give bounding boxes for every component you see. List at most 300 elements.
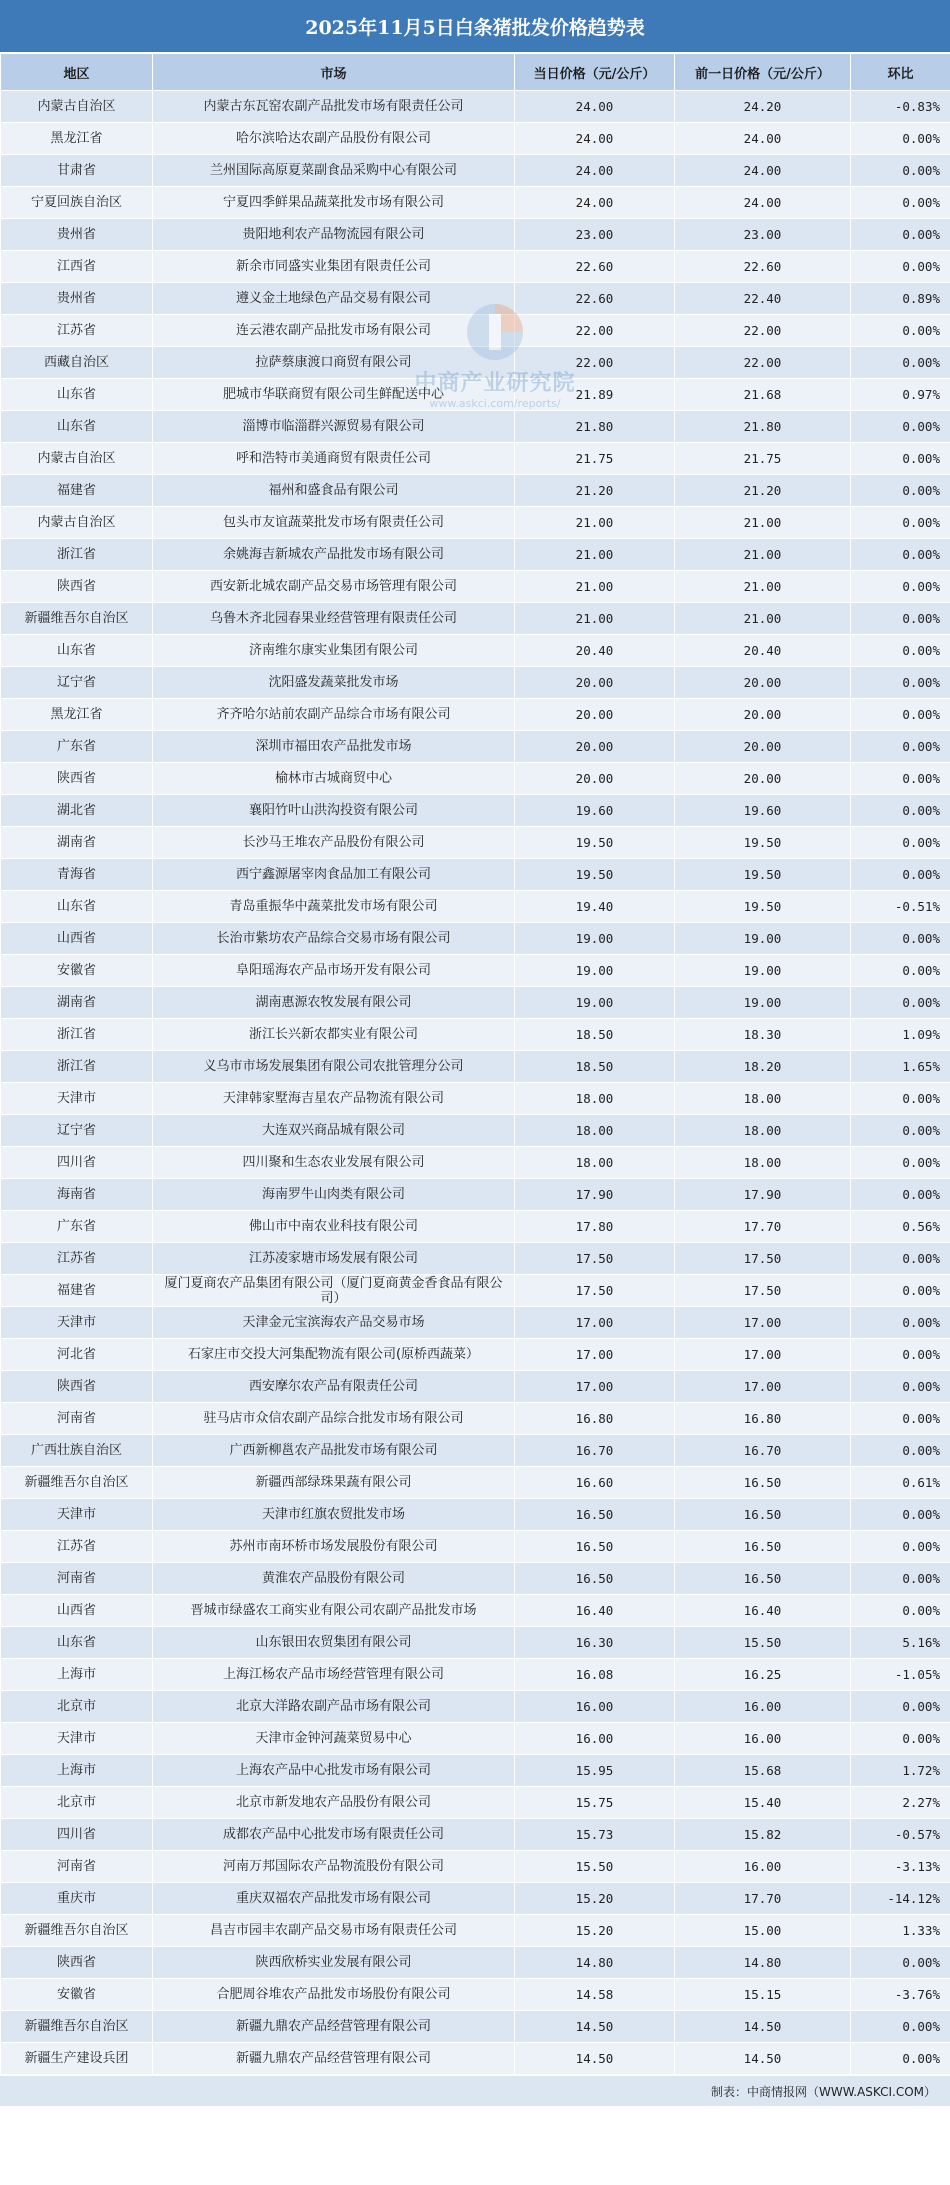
cell-today-price: 18.00 (515, 1083, 675, 1115)
cell-change: 0.00% (851, 1435, 950, 1467)
cell-market: 大连双兴商品城有限公司 (153, 1115, 515, 1147)
table-row (1, 1051, 950, 1083)
cell-market: 沈阳盛发蔬菜批发市场 (153, 667, 515, 699)
cell-change: 0.00% (851, 731, 950, 763)
cell-today-price: 19.40 (515, 891, 675, 923)
cell-market: 北京市新发地农产品股份有限公司 (153, 1787, 515, 1819)
cell-region: 浙江省 (1, 1051, 153, 1083)
cell-today-price: 21.20 (515, 475, 675, 507)
cell-today-price: 14.58 (515, 1979, 675, 2011)
cell-prev-price: 24.00 (675, 155, 851, 187)
cell-change: 0.00% (851, 795, 950, 827)
header-region: 地区 (1, 54, 153, 91)
cell-market: 遵义金土地绿色产品交易有限公司 (153, 283, 515, 315)
cell-change: 0.00% (851, 1403, 950, 1435)
table-row (1, 667, 950, 699)
cell-today-price: 24.00 (515, 155, 675, 187)
cell-market: 包头市友谊蔬菜批发市场有限责任公司 (153, 507, 515, 539)
cell-region: 陕西省 (1, 1947, 153, 1979)
cell-prev-price: 21.68 (675, 379, 851, 411)
table-row (1, 571, 950, 603)
cell-prev-price: 16.50 (675, 1499, 851, 1531)
cell-change: 0.00% (851, 923, 950, 955)
cell-prev-price: 15.15 (675, 1979, 851, 2011)
table-row (1, 1787, 950, 1819)
cell-change: 0.00% (851, 475, 950, 507)
cell-change: 0.00% (851, 1947, 950, 1979)
cell-change: 0.00% (851, 1499, 950, 1531)
cell-today-price: 18.00 (515, 1115, 675, 1147)
cell-region: 北京市 (1, 1787, 153, 1819)
cell-market: 天津金元宝滨海农产品交易市场 (153, 1307, 515, 1339)
watermark-url: www.askci.com/reports/ (429, 397, 561, 410)
cell-change: 0.00% (851, 2043, 950, 2075)
cell-prev-price: 14.80 (675, 1947, 851, 1979)
cell-change: 0.00% (851, 603, 950, 635)
table-row (1, 1467, 950, 1499)
table-row (1, 315, 950, 347)
cell-today-price: 17.80 (515, 1211, 675, 1243)
cell-today-price: 15.50 (515, 1851, 675, 1883)
cell-prev-price: 18.00 (675, 1115, 851, 1147)
cell-region: 陕西省 (1, 763, 153, 795)
cell-change: 0.00% (851, 539, 950, 571)
cell-today-price: 20.00 (515, 699, 675, 731)
cell-today-price: 20.00 (515, 731, 675, 763)
cell-prev-price: 16.50 (675, 1531, 851, 1563)
cell-today-price: 16.30 (515, 1627, 675, 1659)
cell-change: 0.89% (851, 283, 950, 315)
cell-today-price: 20.00 (515, 763, 675, 795)
cell-change: -1.05% (851, 1659, 950, 1691)
cell-prev-price: 22.60 (675, 251, 851, 283)
cell-change: 0.00% (851, 635, 950, 667)
cell-region: 四川省 (1, 1819, 153, 1851)
cell-region: 河南省 (1, 1403, 153, 1435)
cell-market: 驻马店市众信农副产品综合批发市场有限公司 (153, 1403, 515, 1435)
table-row (1, 923, 950, 955)
table-row (1, 1723, 950, 1755)
cell-prev-price: 16.50 (675, 1467, 851, 1499)
cell-prev-price: 21.00 (675, 539, 851, 571)
table-row (1, 443, 950, 475)
cell-market: 齐齐哈尔站前农副产品综合市场有限公司 (153, 699, 515, 731)
cell-region: 天津市 (1, 1723, 153, 1755)
table-row (1, 859, 950, 891)
cell-change: 0.00% (851, 1147, 950, 1179)
cell-change: 1.72% (851, 1755, 950, 1787)
cell-prev-price: 21.75 (675, 443, 851, 475)
cell-market: 江苏凌家塘市场发展有限公司 (153, 1243, 515, 1275)
cell-market: 新疆西部绿珠果蔬有限公司 (153, 1467, 515, 1499)
table-row (1, 475, 950, 507)
cell-today-price: 14.50 (515, 2011, 675, 2043)
cell-change: 0.00% (851, 187, 950, 219)
cell-region: 甘肃省 (1, 155, 153, 187)
cell-today-price: 17.00 (515, 1307, 675, 1339)
cell-region: 浙江省 (1, 1019, 153, 1051)
cell-prev-price: 17.70 (675, 1211, 851, 1243)
cell-prev-price: 16.25 (675, 1659, 851, 1691)
cell-today-price: 16.00 (515, 1691, 675, 1723)
cell-market: 长治市紫坊农产品综合交易市场有限公司 (153, 923, 515, 955)
cell-change: 0.00% (851, 1691, 950, 1723)
cell-change: 5.16% (851, 1627, 950, 1659)
cell-market: 昌吉市园丰农副产品交易市场有限责任公司 (153, 1915, 515, 1947)
cell-prev-price: 18.00 (675, 1083, 851, 1115)
cell-today-price: 21.00 (515, 571, 675, 603)
cell-change: 0.00% (851, 315, 950, 347)
cell-market: 哈尔滨哈达农副产品股份有限公司 (153, 123, 515, 155)
cell-market: 新疆九鼎农产品经营管理有限公司 (153, 2043, 515, 2075)
cell-today-price: 18.50 (515, 1051, 675, 1083)
cell-today-price: 19.50 (515, 859, 675, 891)
cell-today-price: 17.90 (515, 1179, 675, 1211)
cell-change: 1.33% (851, 1915, 950, 1947)
table-row (1, 1307, 950, 1339)
table-row (1, 635, 950, 667)
cell-prev-price: 24.20 (675, 91, 851, 123)
watermark-name: 中商产业研究院 (414, 371, 576, 396)
cell-region: 天津市 (1, 1499, 153, 1531)
cell-prev-price: 19.00 (675, 955, 851, 987)
cell-prev-price: 20.00 (675, 667, 851, 699)
table-row (1, 1243, 950, 1275)
cell-change: 0.00% (851, 2011, 950, 2043)
table-row (1, 1147, 950, 1179)
cell-region: 辽宁省 (1, 667, 153, 699)
cell-today-price: 18.50 (515, 1019, 675, 1051)
cell-market: 天津韩家墅海吉星农产品物流有限公司 (153, 1083, 515, 1115)
cell-prev-price: 21.00 (675, 507, 851, 539)
cell-region: 上海市 (1, 1755, 153, 1787)
table-row (1, 507, 950, 539)
cell-prev-price: 14.50 (675, 2011, 851, 2043)
cell-prev-price: 16.00 (675, 1691, 851, 1723)
cell-today-price: 19.00 (515, 955, 675, 987)
cell-today-price: 21.89 (515, 379, 675, 411)
cell-today-price: 21.75 (515, 443, 675, 475)
cell-today-price: 21.80 (515, 411, 675, 443)
table-row (1, 1435, 950, 1467)
cell-region: 江苏省 (1, 315, 153, 347)
cell-market: 新疆九鼎农产品经营管理有限公司 (153, 2011, 515, 2043)
cell-region: 河南省 (1, 1563, 153, 1595)
cell-prev-price: 17.00 (675, 1339, 851, 1371)
cell-region: 山东省 (1, 635, 153, 667)
cell-region: 宁夏回族自治区 (1, 187, 153, 219)
table-row (1, 699, 950, 731)
cell-change: 0.00% (851, 1723, 950, 1755)
cell-prev-price: 16.00 (675, 1851, 851, 1883)
cell-change: 0.00% (851, 1115, 950, 1147)
cell-today-price: 20.00 (515, 667, 675, 699)
table-row (1, 1563, 950, 1595)
cell-today-price: 16.50 (515, 1499, 675, 1531)
cell-prev-price: 15.00 (675, 1915, 851, 1947)
cell-prev-price: 15.68 (675, 1755, 851, 1787)
cell-prev-price: 19.50 (675, 827, 851, 859)
cell-market: 合肥周谷堆农产品批发市场股份有限公司 (153, 1979, 515, 2011)
cell-market: 呼和浩特市美通商贸有限责任公司 (153, 443, 515, 475)
cell-region: 内蒙古自治区 (1, 91, 153, 123)
cell-region: 黑龙江省 (1, 123, 153, 155)
table-row (1, 1371, 950, 1403)
cell-prev-price: 19.00 (675, 987, 851, 1019)
cell-region: 江西省 (1, 251, 153, 283)
cell-region: 青海省 (1, 859, 153, 891)
table-row (1, 1691, 950, 1723)
cell-today-price: 15.95 (515, 1755, 675, 1787)
table-row (1, 187, 950, 219)
table-row (1, 1179, 950, 1211)
cell-market: 阜阳瑶海农产品市场开发有限公司 (153, 955, 515, 987)
cell-prev-price: 18.30 (675, 1019, 851, 1051)
cell-change: 0.00% (851, 123, 950, 155)
cell-change: 0.00% (851, 507, 950, 539)
cell-prev-price: 15.50 (675, 1627, 851, 1659)
table-row (1, 347, 950, 379)
cell-prev-price: 14.50 (675, 2043, 851, 2075)
cell-market: 黄淮农产品股份有限公司 (153, 1563, 515, 1595)
cell-change: 0.00% (851, 1307, 950, 1339)
cell-region: 上海市 (1, 1659, 153, 1691)
cell-change: 0.00% (851, 699, 950, 731)
cell-market: 天津市金钟河蔬菜贸易中心 (153, 1723, 515, 1755)
cell-market: 拉萨蔡康渡口商贸有限公司 (153, 347, 515, 379)
table-row (1, 731, 950, 763)
cell-market: 淄博市临淄群兴源贸易有限公司 (153, 411, 515, 443)
cell-today-price: 17.00 (515, 1371, 675, 1403)
cell-region: 北京市 (1, 1691, 153, 1723)
cell-market: 苏州市南环桥市场发展股份有限公司 (153, 1531, 515, 1563)
cell-change: 0.00% (851, 859, 950, 891)
cell-today-price: 23.00 (515, 219, 675, 251)
cell-region: 浙江省 (1, 539, 153, 571)
cell-prev-price: 17.50 (675, 1243, 851, 1275)
cell-prev-price: 23.00 (675, 219, 851, 251)
cell-prev-price: 21.80 (675, 411, 851, 443)
cell-region: 湖南省 (1, 827, 153, 859)
cell-change: 0.00% (851, 347, 950, 379)
cell-prev-price: 16.80 (675, 1403, 851, 1435)
cell-prev-price: 21.00 (675, 603, 851, 635)
cell-market: 海南罗牛山肉类有限公司 (153, 1179, 515, 1211)
cell-change: 2.27% (851, 1787, 950, 1819)
cell-market: 西安摩尔农产品有限责任公司 (153, 1371, 515, 1403)
table-row (1, 603, 950, 635)
cell-market: 连云港农副产品批发市场有限公司 (153, 315, 515, 347)
cell-market: 乌鲁木齐北园春果业经营管理有限责任公司 (153, 603, 515, 635)
cell-prev-price: 17.70 (675, 1883, 851, 1915)
cell-change: 0.00% (851, 1531, 950, 1563)
cell-prev-price: 21.00 (675, 571, 851, 603)
cell-today-price: 16.08 (515, 1659, 675, 1691)
cell-change: 0.00% (851, 219, 950, 251)
cell-today-price: 18.00 (515, 1147, 675, 1179)
cell-today-price: 16.50 (515, 1531, 675, 1563)
table-row (1, 2043, 950, 2075)
table-row (1, 155, 950, 187)
cell-region: 四川省 (1, 1147, 153, 1179)
cell-region: 山西省 (1, 1595, 153, 1627)
cell-market: 贵阳地利农产品物流园有限公司 (153, 219, 515, 251)
cell-today-price: 19.60 (515, 795, 675, 827)
cell-change: -0.57% (851, 1819, 950, 1851)
cell-prev-price: 22.00 (675, 315, 851, 347)
cell-change: 0.00% (851, 443, 950, 475)
cell-region: 湖南省 (1, 987, 153, 1019)
cell-prev-price: 15.40 (675, 1787, 851, 1819)
cell-region: 山西省 (1, 923, 153, 955)
cell-market: 兰州国际高原夏菜副食品采购中心有限公司 (153, 155, 515, 187)
cell-region: 天津市 (1, 1083, 153, 1115)
cell-prev-price: 22.40 (675, 283, 851, 315)
table-row (1, 1819, 950, 1851)
cell-region: 湖北省 (1, 795, 153, 827)
cell-market: 重庆双福农产品批发市场有限公司 (153, 1883, 515, 1915)
table-row (1, 1115, 950, 1147)
cell-today-price: 19.50 (515, 827, 675, 859)
cell-market: 上海江杨农产品市场经营管理有限公司 (153, 1659, 515, 1691)
cell-prev-price: 16.40 (675, 1595, 851, 1627)
cell-region: 山东省 (1, 1627, 153, 1659)
table-row (1, 891, 950, 923)
table-row (1, 1019, 950, 1051)
cell-market: 深圳市福田农产品批发市场 (153, 731, 515, 763)
table-title: 2025年11月5日白条猪批发价格趋势表 (0, 0, 950, 53)
cell-market: 佛山市中南农业科技有限公司 (153, 1211, 515, 1243)
cell-today-price: 15.75 (515, 1787, 675, 1819)
cell-prev-price: 18.20 (675, 1051, 851, 1083)
cell-change: 0.00% (851, 987, 950, 1019)
cell-market: 陕西欣桥实业发展有限公司 (153, 1947, 515, 1979)
table-row (1, 795, 950, 827)
cell-prev-price: 18.00 (675, 1147, 851, 1179)
table-row (1, 827, 950, 859)
table-row (1, 1979, 950, 2011)
table-row (1, 1915, 950, 1947)
table-header (1, 54, 950, 91)
cell-prev-price: 20.40 (675, 635, 851, 667)
table-row (1, 1755, 950, 1787)
cell-change: 0.00% (851, 1179, 950, 1211)
cell-region: 海南省 (1, 1179, 153, 1211)
cell-change: 0.00% (851, 1083, 950, 1115)
cell-market: 福州和盛食品有限公司 (153, 475, 515, 507)
cell-region: 河北省 (1, 1339, 153, 1371)
table-row (1, 1659, 950, 1691)
header-row (1, 54, 950, 91)
table-row (1, 987, 950, 1019)
cell-change: 0.00% (851, 955, 950, 987)
table-row (1, 1627, 950, 1659)
cell-today-price: 21.00 (515, 507, 675, 539)
cell-region: 江苏省 (1, 1243, 153, 1275)
table-row (1, 1083, 950, 1115)
table-row (1, 251, 950, 283)
table-row (1, 1947, 950, 1979)
cell-market: 西安新北城农副产品交易市场管理有限公司 (153, 571, 515, 603)
cell-today-price: 15.73 (515, 1819, 675, 1851)
cell-market: 西宁鑫源屠宰肉食品加工有限公司 (153, 859, 515, 891)
cell-market: 长沙马王堆农产品股份有限公司 (153, 827, 515, 859)
cell-change: -3.76% (851, 1979, 950, 2011)
cell-market: 广西新柳邕农产品批发市场有限公司 (153, 1435, 515, 1467)
cell-region: 重庆市 (1, 1883, 153, 1915)
cell-prev-price: 19.00 (675, 923, 851, 955)
table-row (1, 1883, 950, 1915)
cell-today-price: 19.00 (515, 923, 675, 955)
cell-market: 北京大洋路农副产品市场有限公司 (153, 1691, 515, 1723)
cell-change: 0.00% (851, 763, 950, 795)
cell-region: 山东省 (1, 411, 153, 443)
cell-today-price: 21.00 (515, 539, 675, 571)
cell-today-price: 22.60 (515, 251, 675, 283)
price-table (0, 53, 950, 2075)
cell-change: 0.00% (851, 1275, 950, 1307)
cell-today-price: 19.00 (515, 987, 675, 1019)
cell-market: 浙江长兴新农都实业有限公司 (153, 1019, 515, 1051)
table-body (1, 91, 950, 2075)
cell-prev-price: 19.60 (675, 795, 851, 827)
cell-prev-price: 20.00 (675, 699, 851, 731)
cell-region: 安徽省 (1, 1979, 153, 2011)
cell-today-price: 21.00 (515, 603, 675, 635)
cell-change: 0.97% (851, 379, 950, 411)
cell-prev-price: 17.00 (675, 1307, 851, 1339)
cell-prev-price: 20.00 (675, 763, 851, 795)
cell-market: 肥城市华联商贸有限公司生鲜配送中心 (153, 379, 515, 411)
cell-market: 新余市同盛实业集团有限责任公司 (153, 251, 515, 283)
cell-today-price: 16.00 (515, 1723, 675, 1755)
cell-change: 0.00% (851, 1563, 950, 1595)
cell-today-price: 16.80 (515, 1403, 675, 1435)
cell-region: 陕西省 (1, 1371, 153, 1403)
table-row (1, 539, 950, 571)
cell-market: 厦门夏商农产品集团有限公司（厦门夏商黄金香食品有限公司） (153, 1275, 515, 1307)
cell-today-price: 15.20 (515, 1883, 675, 1915)
cell-change: 0.00% (851, 1339, 950, 1371)
cell-prev-price: 19.50 (675, 891, 851, 923)
cell-prev-price: 16.00 (675, 1723, 851, 1755)
header-market: 市场 (153, 54, 515, 91)
table-row (1, 1211, 950, 1243)
table-row (1, 1531, 950, 1563)
cell-market: 榆林市古城商贸中心 (153, 763, 515, 795)
cell-today-price: 14.80 (515, 1947, 675, 1979)
cell-change: 0.00% (851, 1371, 950, 1403)
cell-market: 四川聚和生态农业发展有限公司 (153, 1147, 515, 1179)
table-row (1, 955, 950, 987)
cell-prev-price: 17.00 (675, 1371, 851, 1403)
table-row (1, 2011, 950, 2043)
cell-prev-price: 20.00 (675, 731, 851, 763)
cell-market: 义乌市市场发展集团有限公司农批管理分公司 (153, 1051, 515, 1083)
table-row (1, 1275, 950, 1307)
cell-change: 0.00% (851, 667, 950, 699)
cell-today-price: 16.60 (515, 1467, 675, 1499)
cell-market: 内蒙古东瓦窑农副产品批发市场有限责任公司 (153, 91, 515, 123)
cell-region: 内蒙古自治区 (1, 507, 153, 539)
cell-prev-price: 24.00 (675, 123, 851, 155)
cell-today-price: 20.40 (515, 635, 675, 667)
table-row (1, 283, 950, 315)
cell-market: 湖南惠源农牧发展有限公司 (153, 987, 515, 1019)
cell-change: 0.00% (851, 251, 950, 283)
cell-region: 新疆生产建设兵团 (1, 2043, 153, 2075)
cell-prev-price: 19.50 (675, 859, 851, 891)
